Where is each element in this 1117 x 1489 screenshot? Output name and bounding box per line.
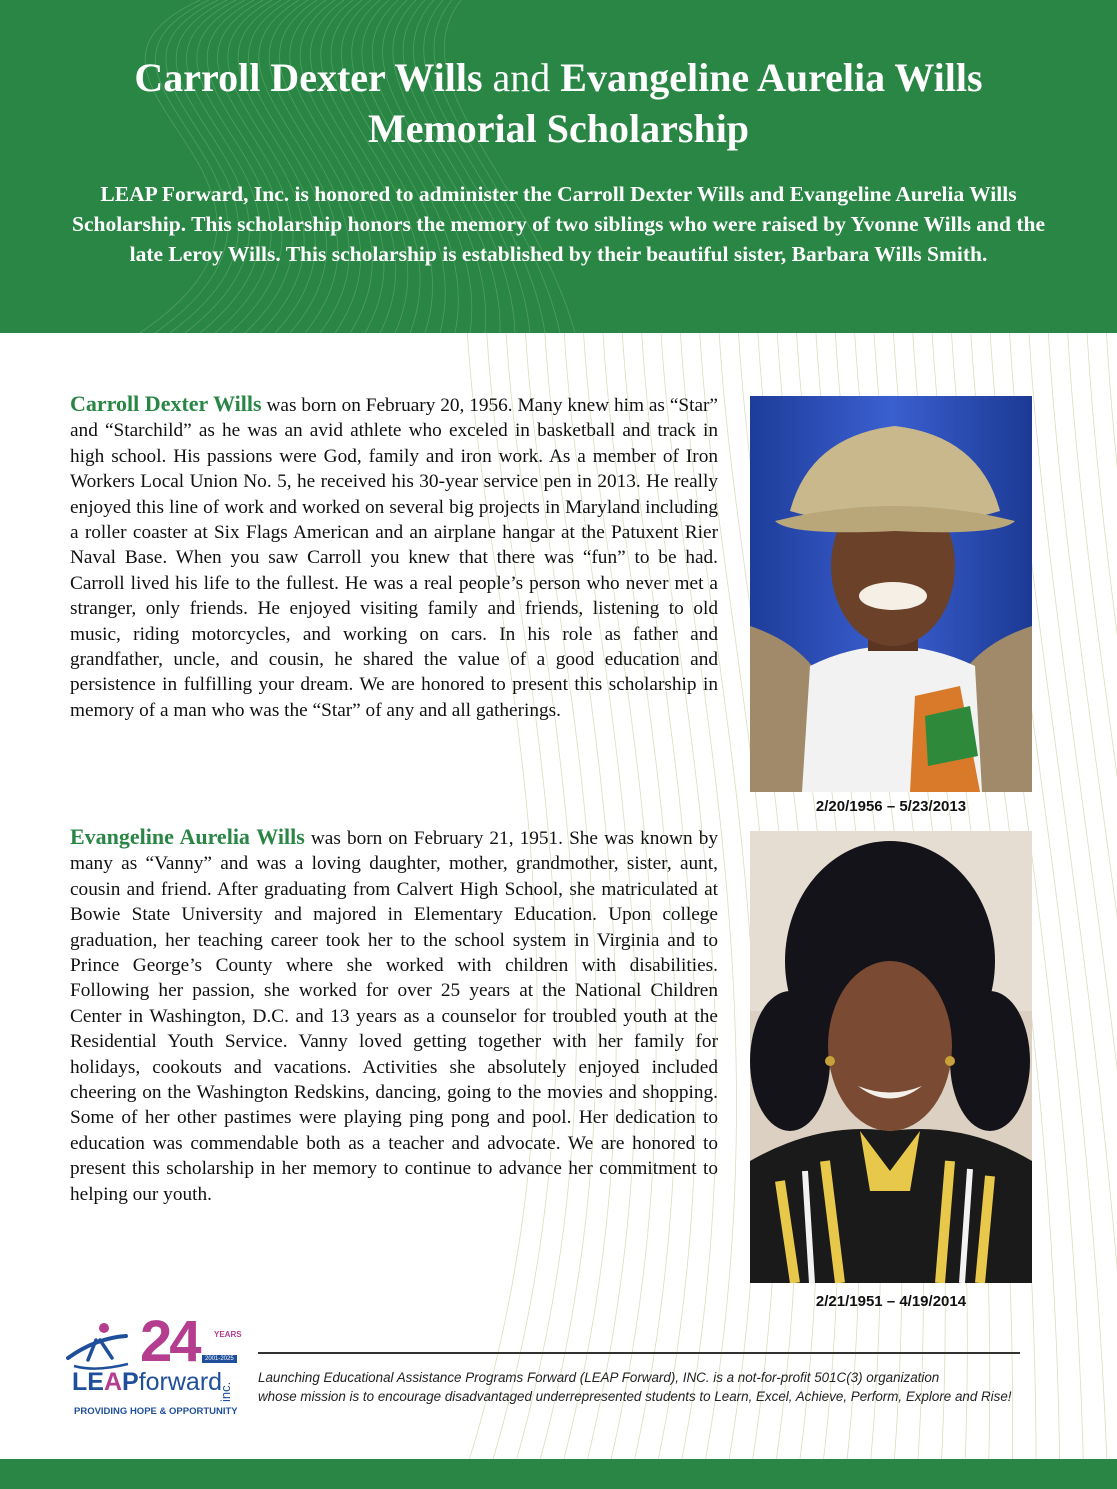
header-banner bbox=[0, 0, 1117, 333]
footer-mission-statement bbox=[258, 1368, 1038, 1406]
footer-line-1: Launching Educational Assistance Programs Forward (LEAP Forward), INC. is a not-for-profit 501C(3) organization bbox=[258, 1370, 940, 1385]
title-name-evangeline: Evangeline Aurelia Wills bbox=[560, 55, 983, 100]
logo-wordmark: LEAPforward bbox=[72, 1368, 223, 1396]
page-title bbox=[40, 52, 1077, 154]
wave-line bbox=[331, 0, 420, 333]
footer-line-2: whose mission is to encourage disadvantaged underrepresented students to Learn, Excel, Achieve, Perform, Explore and Rise! bbox=[258, 1389, 1012, 1404]
intro-paragraph: LEAP Forward, Inc. is honored to administer the Carroll Dexter Wills and Evangeline Aurelia Wills Scholarship. This scholarship honors the memory of two siblings who were raised by Yvonne Wills and the late Leroy Wills. This scholarship is established by their beautiful sister, Barbara Wills Smith. bbox=[71, 182, 1046, 266]
logo-24-years-number: 24 bbox=[140, 1309, 199, 1374]
logo-inc: inc. bbox=[218, 1381, 233, 1402]
wave-line bbox=[424, 0, 545, 333]
header-wave-lines bbox=[0, 0, 1117, 333]
title-and: and bbox=[492, 55, 551, 100]
wave-line bbox=[352, 0, 446, 333]
wave-line bbox=[444, 0, 575, 333]
carroll-dates: 2/20/1956 – 5/23/2013 bbox=[815, 798, 967, 815]
logo-years-label: YEARS bbox=[214, 1330, 242, 1339]
wave-line bbox=[140, 0, 217, 333]
wave-line bbox=[238, 0, 315, 333]
logo-tagline: PROVIDING HOPE & OPPORTUNITY bbox=[74, 1406, 238, 1417]
wave-line bbox=[393, 0, 500, 333]
bottom-green-bar bbox=[0, 1459, 1117, 1489]
wave-line bbox=[218, 0, 294, 333]
bio-carroll bbox=[70, 391, 718, 723]
photo-carroll bbox=[750, 396, 1032, 792]
wave-line bbox=[310, 0, 395, 333]
photo-evangeline bbox=[750, 831, 1032, 1283]
evangeline-dates: 2/21/1951 – 4/19/2014 bbox=[815, 1293, 967, 1310]
bio-evangeline-name: Evangeline Aurelia Wills bbox=[70, 824, 305, 849]
leaping-person-icon bbox=[66, 1318, 136, 1372]
title-name-carroll: Carroll Dexter Wills bbox=[134, 55, 483, 100]
logo-year-range: 2001-2025 bbox=[202, 1355, 237, 1363]
bio-carroll-text: was born on February 20, 1956. Many knew him as “Star” and “Starchild” as he was an avid athlete who exceled in basketball and track in high school. His passions were God, family and iron work. As a member of Iron Workers Local Union No. 5, he received his 30-year service pen in 2013. He really enjoyed this line of work and worked on several big projects in Maryland including a roller coaster at Six Flags American and an airplane hangar at the Patuxent Rier Naval Base. When you saw Carroll you knew that there was “fun” to be had. Carroll lived his life to the fullest. He was a real people’s person who never met a stranger, only friends. He enjoyed visiting family and friends, listening to old music, riding motorcycles, and working on cars. In his role as father and grandfather, uncle, and cousin, he shared the value of a good education and persistence in fulfilling your dream. We are honored to present this scholarship in memory of a man who was the “Star” of any and all gatherings. bbox=[70, 395, 718, 721]
title-memorial-scholarship: Memorial Scholarship bbox=[367, 106, 750, 151]
bio-carroll-name: Carroll Dexter Wills bbox=[70, 391, 262, 416]
bio-evangeline-text: was born on February 21, 1951. She was known by many as “Vanny” and was a loving daughter, mother, grandmother, sister, aunt, cousin and friend. After graduating from Calvert High School, she matriculated at Bowie State University and majored in Elementary Education. Upon college graduation, her teaching career took her to the school system in Virginia and to Prince George’s County where she worked with children with disabilities. Following her passion, she worked for over 25 years at the National Children Center in Washington, D.C. and 13 years as a counselor for troubled youth at the Residential Youth Service. Vanny loved getting together with her family for holidays, cookouts and vacations. Activities she absolutely enjoyed included cheering on the Washington Redskins, dancing, going to the movies and shopping. Some of her other pastimes were playing ping pong and pool. Her dedication to education was commendable both as a teacher and advocate. We are honored to present this scholarship in her memory to continue to advance her commitment to helping our youth. bbox=[70, 828, 718, 1205]
leap-forward-logo bbox=[66, 1309, 242, 1422]
wave-line bbox=[228, 0, 304, 333]
footer-divider bbox=[258, 1352, 1020, 1354]
bio-evangeline bbox=[70, 824, 718, 1207]
wave-line bbox=[155, 0, 228, 333]
wave-line bbox=[341, 0, 432, 333]
wave-line bbox=[372, 0, 472, 333]
wave-line bbox=[413, 0, 530, 333]
